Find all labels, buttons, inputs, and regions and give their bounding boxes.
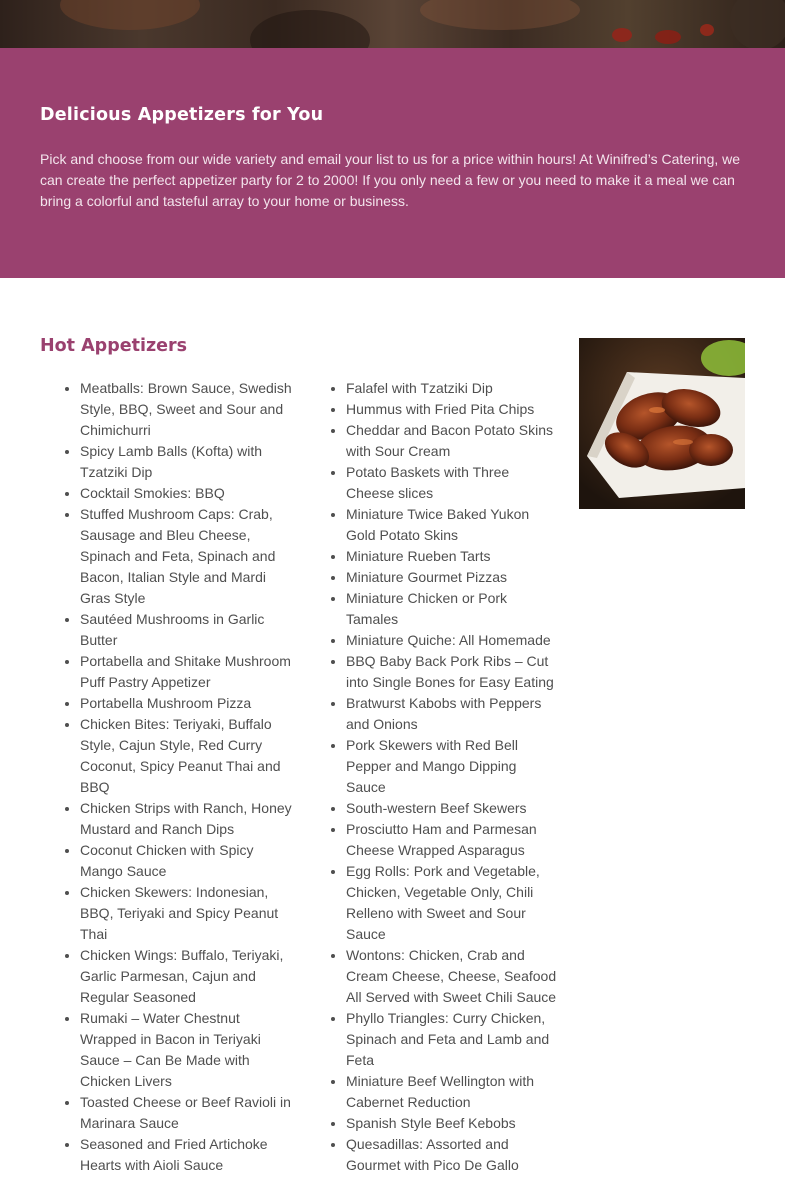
appetizer-list-item: • Portabella and Shitake Mushroom Puff Pastry Appetizer <box>80 651 292 693</box>
appetizer-list-item: • Cocktail Smokies: BBQ <box>80 483 292 504</box>
appetizer-list-item: • Toasted Cheese or Beef Ravioli in Marinara Sauce <box>80 1092 292 1134</box>
appetizer-list-item: • Coconut Chicken with Spicy Mango Sauce <box>80 840 292 882</box>
appetizer-list-item: • Hummus with Fried Pita Chips <box>346 399 558 420</box>
intro-title: Delicious Appetizers for You <box>40 105 324 125</box>
appetizer-list-item: • Chicken Strips with Ranch, Honey Mustard and Ranch Dips <box>80 798 292 840</box>
hot-appetizers-list-right <box>306 378 558 1176</box>
appetizer-list-item: • Miniature Beef Wellington with Cabernet Reduction <box>346 1071 558 1113</box>
appetizer-list-item: • Sautéed Mushrooms in Garlic Butter <box>80 609 292 651</box>
appetizer-list-item: • Falafel with Tzatziki Dip <box>346 378 558 399</box>
appetizer-list-item: • Seasoned and Fried Artichoke Hearts with Aioli Sauce <box>80 1134 292 1176</box>
hot-appetizers-list-left <box>40 378 292 1176</box>
intro-banner <box>0 48 785 278</box>
appetizer-list-item: • Rumaki – Water Chestnut Wrapped in Bacon in Teriyaki Sauce – Can Be Made with Chicken Livers <box>80 1008 292 1092</box>
hot-appetizers-title: Hot Appetizers <box>40 336 188 356</box>
appetizer-list-item: • Miniature Gourmet Pizzas <box>346 567 558 588</box>
appetizer-list-item: • Miniature Quiche: All Homemade <box>346 630 558 651</box>
appetizer-list-item: • Cheddar and Bacon Potato Skins with Sour Cream <box>346 420 558 462</box>
appetizer-list-item: • Pork Skewers with Red Bell Pepper and Mango Dipping Sauce <box>346 735 558 798</box>
appetizer-list-item: • Phyllo Triangles: Curry Chicken, Spinach and Feta and Lamb and Feta <box>346 1008 558 1071</box>
appetizer-list-item: • Bratwurst Kabobs with Peppers and Onions <box>346 693 558 735</box>
hero-food-image <box>0 0 785 48</box>
appetizer-list-item: • Miniature Chicken or Pork Tamales <box>346 588 558 630</box>
appetizer-list-item: • Miniature Twice Baked Yukon Gold Potato Skins <box>346 504 558 546</box>
chicken-wings-photo <box>579 338 745 509</box>
appetizer-list-item: • Egg Rolls: Pork and Vegetable, Chicken, Vegetable Only, Chili Relleno with Sweet and Sour Sauce <box>346 861 558 945</box>
appetizer-list-item: • Miniature Rueben Tarts <box>346 546 558 567</box>
appetizer-list-item: • Wontons: Chicken, Crab and Cream Cheese, Cheese, Seafood All Served with Sweet Chili Sauce <box>346 945 558 1008</box>
chicken-wings-illustration <box>579 338 745 509</box>
appetizer-list-item: • Spicy Lamb Balls (Kofta) with Tzatziki Dip <box>80 441 292 483</box>
appetizer-list-item: • Meatballs: Brown Sauce, Swedish Style, BBQ, Sweet and Sour and Chimichurri <box>80 378 292 441</box>
appetizer-list-item: • Portabella Mushroom Pizza <box>80 693 292 714</box>
appetizer-list-item: • Spanish Style Beef Kebobs <box>346 1113 558 1134</box>
appetizer-list-item: • BBQ Baby Back Pork Ribs – Cut into Single Bones for Easy Eating <box>346 651 558 693</box>
appetizer-list-item: • Stuffed Mushroom Caps: Crab, Sausage and Bleu Cheese, Spinach and Feta, Spinach and Bacon, Italian Style and Mardi Gras Style <box>80 504 292 609</box>
appetizer-list-item: • Chicken Bites: Teriyaki, Buffalo Style, Cajun Style, Red Curry Coconut, Spicy Peanut Thai and BBQ <box>80 714 292 798</box>
appetizer-list-item: • Chicken Wings: Buffalo, Teriyaki, Garlic Parmesan, Cajun and Regular Seasoned <box>80 945 292 1008</box>
appetizer-list-item: • South-western Beef Skewers <box>346 798 558 819</box>
intro-text: Pick and choose from our wide variety and email your list to us for a price within hours! At Winifred’s Catering, we can create the perfect appetizer party for 2 to 2000! If you only need a few or you need to make it a meal we can bring a colorful and tasteful array to your home or business. <box>40 151 741 209</box>
appetizer-list-item: • Prosciutto Ham and Parmesan Cheese Wrapped Asparagus <box>346 819 558 861</box>
appetizer-list-item: • Chicken Skewers: Indonesian, BBQ, Teriyaki and Spicy Peanut Thai <box>80 882 292 945</box>
appetizer-list-item: • Quesadillas: Assorted and Gourmet with Pico De Gallo <box>346 1134 558 1176</box>
appetizer-list-item: • Potato Baskets with Three Cheese slices <box>346 462 558 504</box>
